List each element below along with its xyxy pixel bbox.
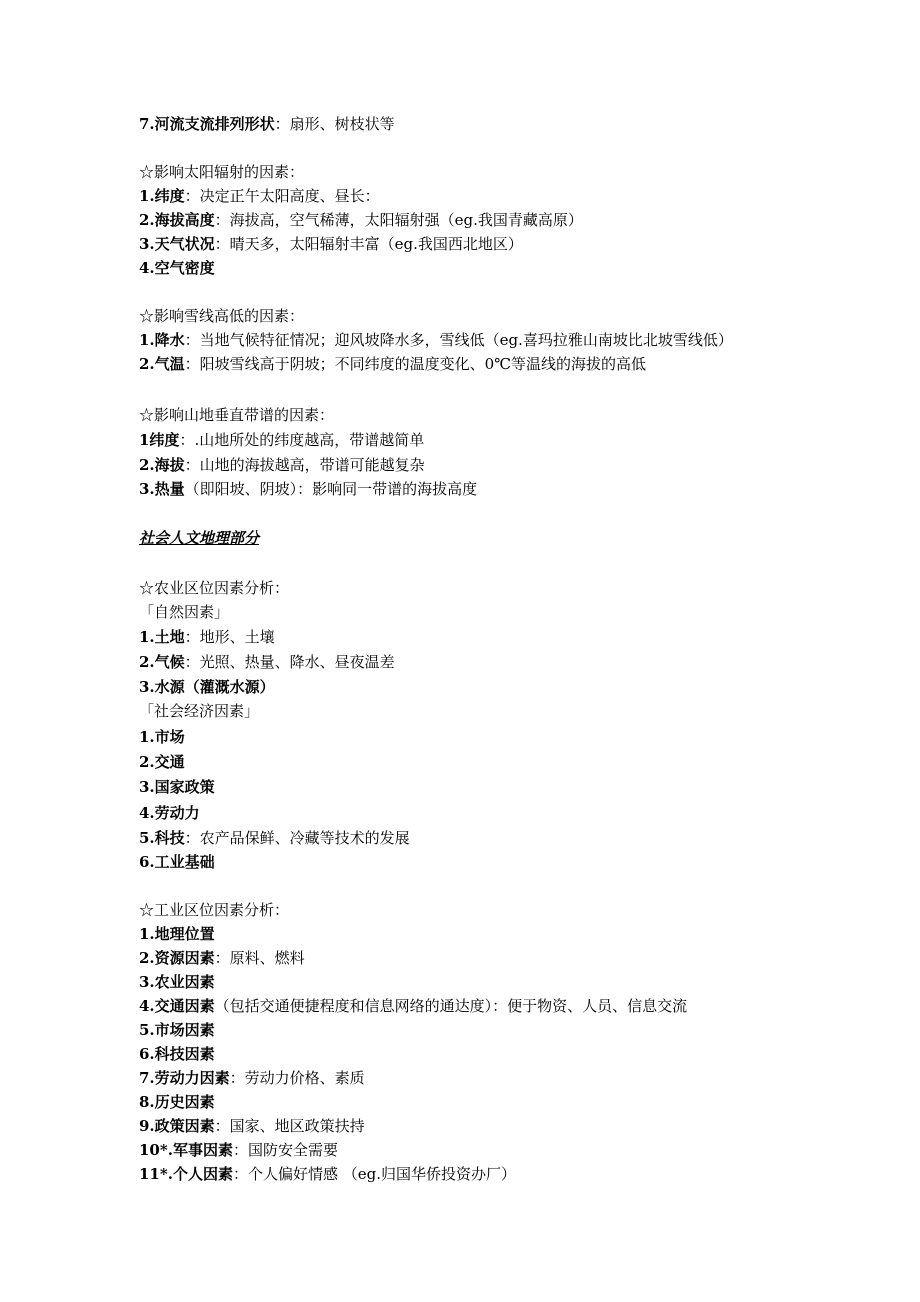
agri-item-8 [139,828,410,848]
snowline-item-1 [139,330,733,350]
river-tributary-line [139,114,395,134]
item-text: ：原料、燃料 [214,949,305,967]
solar-radiation-heading: ☆影响太阳辐射的因素： [139,163,305,181]
item-lead: 4.劳动力 [139,804,200,822]
agriculture-heading: ☆农业区位因素分析： [139,579,290,597]
item-text: ：地形、土壤 [184,628,275,646]
item-text: ：山地的海拔越高，带谱可能越复杂 [184,456,425,474]
item-text: （即阳坡、阴坡）：影响同一带谱的海拔高度 [184,480,478,498]
item-lead: 3.热量 [139,480,185,498]
item-text: ：晴天多，太阳辐射丰富（eg.我国西北地区） [214,235,523,253]
item-text: ：当地气候特征情况；迎风坡降水多，雪线低（eg.喜玛拉雅山南坡比北坡雪线低） [184,331,733,349]
item-lead: 9.政策因素 [139,1117,215,1135]
item-lead: 1.市场 [139,728,185,746]
item-lead: 2.气温 [139,355,185,373]
snowline-heading: ☆影响雪线高低的因素： [139,307,305,325]
zonation-item-2 [139,455,425,475]
item-lead: 3.农业因素 [139,973,215,991]
item-text: ：海拔高，空气稀薄，太阳辐射强（eg.我国青藏高原） [214,211,583,229]
item-lead: 6.科技因素 [139,1045,215,1063]
item-lead: 11*.个人因素 [139,1165,233,1183]
item-lead: 3.天气状况 [139,235,215,253]
ind-item-1 [139,924,215,944]
agri-item-4 [139,727,185,747]
snowline-item-2 [139,354,646,374]
item-lead: 5.市场因素 [139,1021,215,1039]
item-lead: 1.纬度 [139,187,185,205]
ind-item-11 [139,1164,516,1184]
item-text: （包括交通便捷程度和信息网络的通达度）：便于物资、人员、信息交流 [214,997,688,1015]
item-lead: 1.地理位置 [139,925,215,943]
item-text: ：阳坡雪线高于阴坡；不同纬度的温度变化、0℃等温线的海拔的高低 [184,355,646,373]
item-lead: 1.土地 [139,628,185,646]
item-text: ：决定正午太阳高度、昼长： [184,187,380,205]
natural-factors-subheading: 「自然因素」 [139,603,230,621]
agri-item-9 [139,852,215,872]
agri-item-6 [139,777,215,797]
solar-item-1 [139,186,380,206]
ind-item-5 [139,1020,215,1040]
item-text: ：光照、热量、降水、昼夜温差 [184,653,395,671]
item-text: ：个人偏好情感 （eg.归国华侨投资办厂） [232,1165,516,1183]
socioeconomic-subheading: 「社会经济因素」 [139,702,260,720]
vertical-zonation-heading: ☆影响山地垂直带谱的因素： [139,406,335,424]
item-lead: 1.降水 [139,331,185,349]
item-lead: 6.工业基础 [139,853,215,871]
item-lead: 2.气候 [139,653,185,671]
item-lead: 2.交通 [139,753,185,771]
ind-item-2 [139,948,305,968]
agri-item-1 [139,627,275,647]
ind-item-6 [139,1044,215,1064]
item-lead: 3.国家政策 [139,778,215,796]
item-lead: 1纬度 [139,431,180,449]
item-lead: 7.劳动力因素 [139,1069,230,1087]
agri-item-7 [139,803,200,823]
industry-heading: ☆工业区位因素分析： [139,901,290,919]
item-lead: 2.海拔高度 [139,211,215,229]
ind-item-10 [139,1140,338,1160]
agri-item-2 [139,652,395,672]
solar-item-3 [139,234,523,254]
section-title: 社会人文地理部分 [139,529,260,547]
item-lead: 8.历史因素 [139,1093,215,1111]
item-lead: 7.河流支流排列形状 [139,115,275,133]
ind-item-8 [139,1092,215,1112]
item-lead: 3.水源（灌溉水源） [139,678,275,696]
item-lead: 2.海拔 [139,456,185,474]
zonation-item-1 [139,430,424,450]
item-lead: 10*.军事因素 [139,1141,233,1159]
ind-item-3 [139,972,215,992]
ind-item-7 [139,1068,365,1088]
item-text: ：扇形、树枝状等 [274,115,395,133]
item-lead: 4.空气密度 [139,259,215,277]
ind-item-9 [139,1116,365,1136]
zonation-item-3 [139,479,477,499]
solar-item-4 [139,258,215,278]
ind-item-4 [139,996,687,1016]
agri-item-5 [139,752,185,772]
item-lead: 2.资源因素 [139,949,215,967]
item-lead: 5.科技 [139,829,185,847]
item-text: ：农产品保鲜、冷藏等技术的发展 [184,829,410,847]
item-text: ：.山地所处的纬度越高，带谱越简单 [179,431,425,449]
item-lead: 4.交通因素 [139,997,215,1015]
solar-item-2 [139,210,583,230]
agri-item-3 [139,677,275,697]
item-text: ：国家、地区政策扶持 [214,1117,365,1135]
item-text: ：国防安全需要 [232,1141,338,1159]
item-text: ：劳动力价格、素质 [229,1069,365,1087]
